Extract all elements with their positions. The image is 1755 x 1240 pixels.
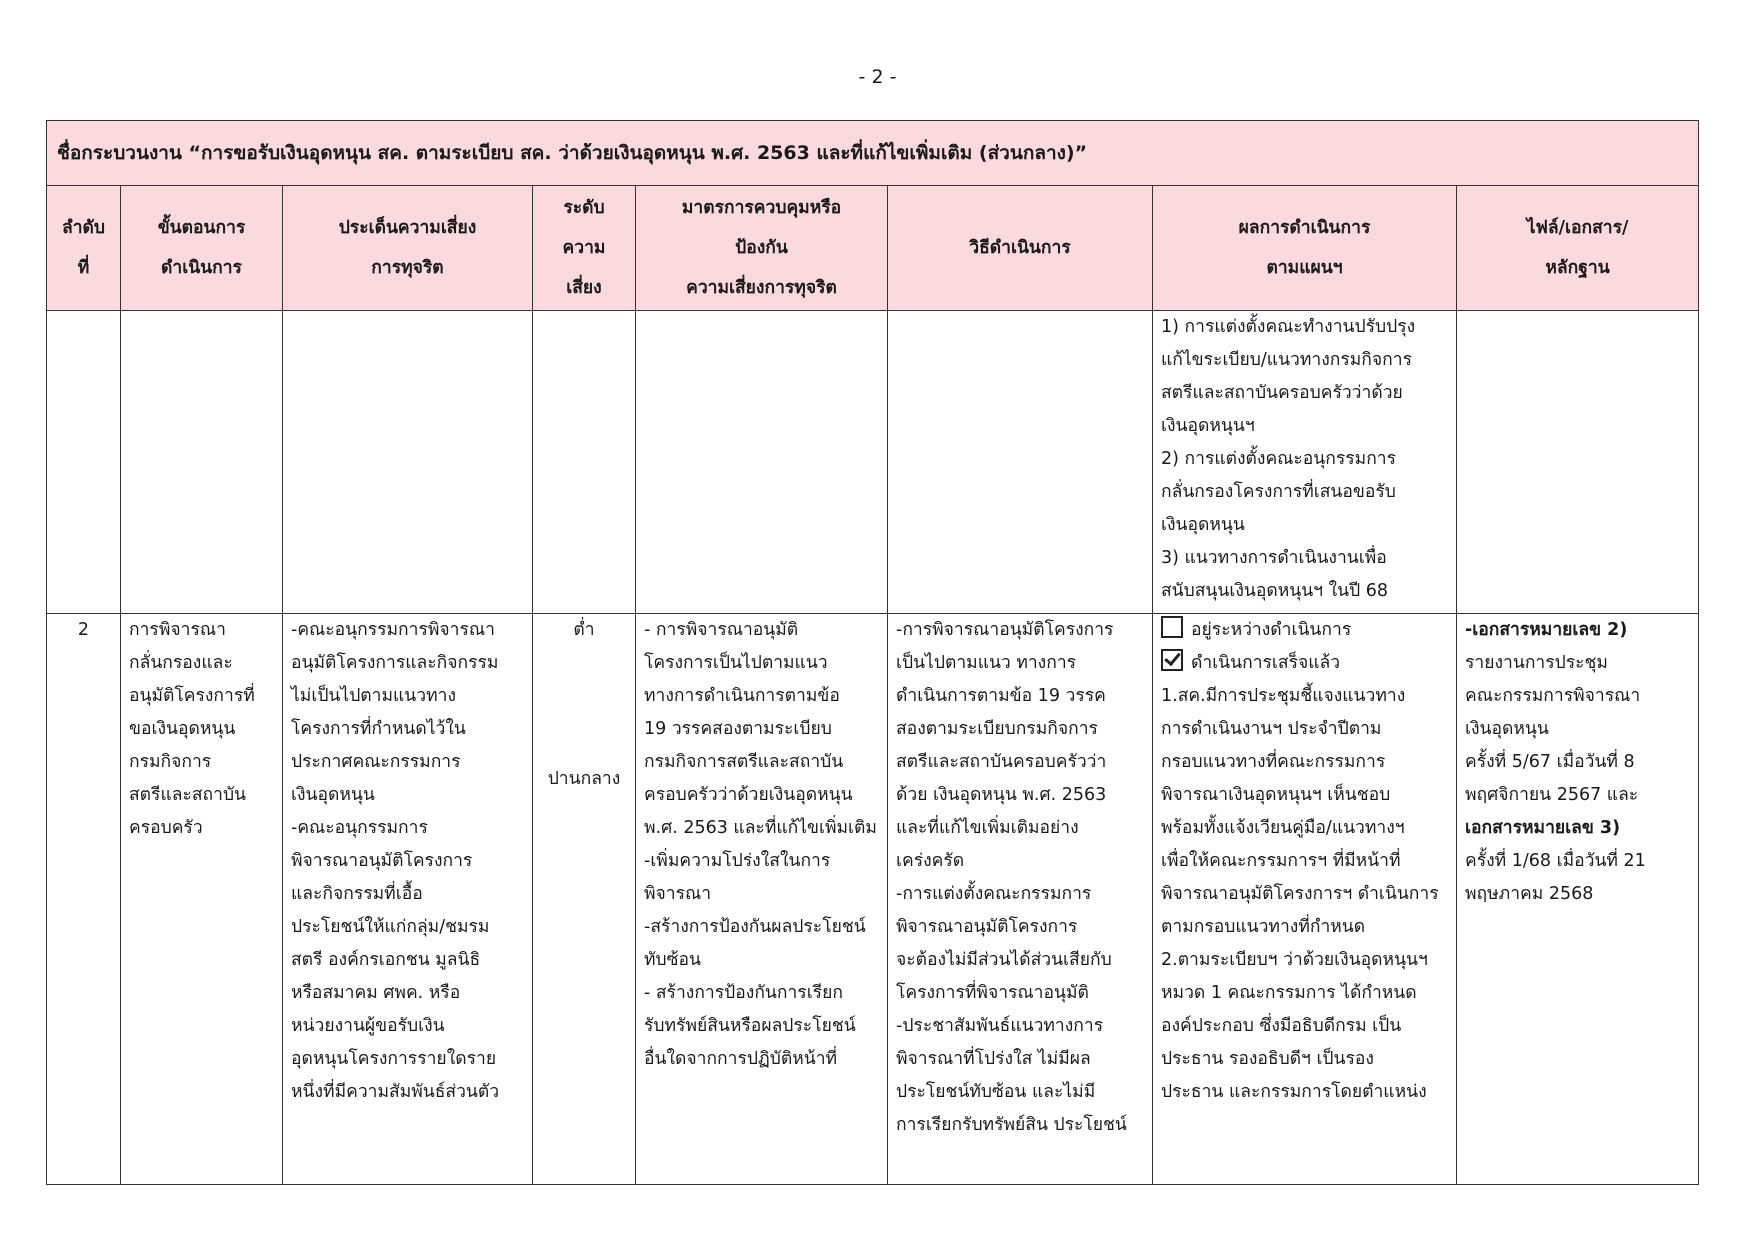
text-line: ประโยชน์ให้แก่กลุ่ม/ชมรม xyxy=(291,917,490,937)
text-line: ครอบครัวว่าด้วยเงินอุดหนุน xyxy=(644,785,853,805)
header-step xyxy=(121,186,283,311)
header-result xyxy=(1153,186,1457,311)
text-line: -การพิจารณาอนุมัติโครงการ xyxy=(896,620,1114,640)
text-line: ป้องกัน xyxy=(735,238,788,258)
text-line: หรือสมาคม ศพค. หรือ xyxy=(291,983,461,1003)
cont-result xyxy=(1153,311,1457,614)
text-line: เงินอุดหนุน xyxy=(1161,515,1245,535)
text-line: 2) การแต่งตั้งคณะอนุกรรมการ xyxy=(1161,449,1397,469)
text-line: อนุมัติโครงการและกิจกรรม xyxy=(291,653,499,673)
text-line: กรอบแนวทางที่คณะกรรมการ xyxy=(1161,752,1386,772)
text-line: หมวด 1 คณะกรรมการ ได้กำหนด xyxy=(1161,983,1417,1003)
text-line: กลั่นกรองโครงการที่เสนอขอรับ xyxy=(1161,482,1396,502)
text-line: พร้อมทั้งแจ้งเวียนคู่มือ/แนวทางฯ xyxy=(1161,818,1405,838)
text-line: และกิจกรรมที่เอื้อ xyxy=(291,884,423,904)
text-line: พิจารณา xyxy=(644,884,712,904)
evidence-line: พฤศจิกายน 2567 และ xyxy=(1465,785,1639,805)
text-line: พิจารณาอนุมัติโครงการฯ ดำเนินการ xyxy=(1161,884,1439,904)
checkbox-checked-icon xyxy=(1161,649,1183,671)
text-line: ไม่เป็นไปตามแนวทาง xyxy=(291,686,457,706)
text-line: เสี่ยง xyxy=(566,278,602,298)
text-line: รับทรัพย์สินหรือผลประโยชน์ xyxy=(644,1016,856,1036)
text-line: ทับซ้อน xyxy=(644,950,701,970)
row-level xyxy=(533,614,636,1185)
cont-step xyxy=(121,311,283,614)
text-line: เป็นไปตามแนว ทางการ xyxy=(896,653,1077,673)
text-line: ตามแผนฯ xyxy=(1266,258,1343,278)
row-result xyxy=(1153,614,1457,1185)
text-line: การเรียกรับทรัพย์สิน ประโยชน์ xyxy=(896,1115,1127,1135)
header-method xyxy=(888,186,1153,311)
text-line: เคร่งครัด xyxy=(896,851,965,871)
text-line: ไฟล์/เอกสาร/ xyxy=(1526,218,1629,238)
text-line: การพิจารณา xyxy=(129,620,226,640)
text-line: ครอบครัว xyxy=(129,818,203,838)
text-line: 2.ตามระเบียบฯ ว่าด้วยเงินอุดหนุนฯ xyxy=(1161,950,1428,970)
evidence-line: ครั้งที่ 5/67 เมื่อวันที่ 8 xyxy=(1465,752,1635,772)
text-line: 1.สค.มีการประชุมชี้แจงแนวทาง xyxy=(1161,686,1406,706)
row-step xyxy=(121,614,283,1185)
text-line: ขั้นตอนการ xyxy=(157,218,246,238)
text-line: ที่ xyxy=(77,258,90,278)
text-line: ลำดับ xyxy=(61,218,106,238)
text-line: มาตรการควบคุมหรือ xyxy=(681,198,842,218)
risk-level-medium: ปานกลาง xyxy=(547,769,621,789)
text-line: กรมกิจการ xyxy=(129,752,212,772)
row-risk xyxy=(283,614,533,1185)
evidence-line: พฤษภาคม 2568 xyxy=(1465,884,1594,904)
cont-measure xyxy=(636,311,888,614)
text-line: ประธาน รองอธิบดีฯ เป็นรอง xyxy=(1161,1049,1374,1069)
text-line: 1) การแต่งตั้งคณะทำงานปรับปรุง xyxy=(1161,317,1416,337)
text-line: โครงการที่กำหนดไว้ใน xyxy=(291,719,466,739)
text-line: ดำเนินการตามข้อ 19 วรรค xyxy=(896,686,1106,706)
text-line: หน่วยงานผู้ขอรับเงิน xyxy=(291,1016,445,1036)
text-line: พิจารณาที่โปร่งใส ไม่มีผล xyxy=(896,1049,1091,1069)
text-line: พิจารณาเงินอุดหนุนฯ เห็นชอบ xyxy=(1161,785,1391,805)
text-line: โครงการเป็นไปตามแนว xyxy=(644,653,828,673)
text-line: 19 วรรคสองตามระเบียบ xyxy=(644,719,832,739)
status-done-label: ดำเนินการเสร็จแล้ว xyxy=(1191,653,1341,673)
process-title: ชื่อกระบวนงาน “การขอรับเงินอุดหนุน สค. ตามระเบียบ สค. ว่าด้วยเงินอุดหนุน พ.ศ. 2563 และที่แก้ไขเพิ่มเติม (ส่วนกลาง)” xyxy=(47,121,1699,186)
risk-table xyxy=(46,120,1699,1185)
text-line: ทางการดำเนินการตามข้อ xyxy=(644,686,840,706)
text-line: องค์ประกอบ ซึ่งมีอธิบดีกรม เป็น xyxy=(1161,1016,1402,1036)
text-line: แก้ไขระเบียบ/แนวทางกรมกิจการ xyxy=(1161,350,1412,370)
cont-no xyxy=(47,311,121,614)
text-line: ประโยชน์ทับซ้อน และไม่มี xyxy=(896,1082,1096,1102)
header-no xyxy=(47,186,121,311)
text-line: สนับสนุนเงินอุดหนุนฯ ในปี 68 xyxy=(1161,581,1389,601)
row-method xyxy=(888,614,1153,1185)
text-line: และที่แก้ไขเพิ่มเติมอย่าง xyxy=(896,818,1079,838)
text-line: อุดหนุนโครงการรายใดราย xyxy=(291,1049,497,1069)
text-line: อนุมัติโครงการที่ xyxy=(129,686,255,706)
text-line: - สร้างการป้องกันการเรียก xyxy=(644,983,843,1003)
text-line: -ประชาสัมพันธ์แนวทางการ xyxy=(896,1016,1104,1036)
text-line: ความเสี่ยงการทุจริต xyxy=(686,278,837,298)
row-no: 2 xyxy=(47,614,121,1185)
evidence-line: คณะกรรมการพิจารณา xyxy=(1465,686,1641,706)
page-number: - 2 - xyxy=(858,66,897,88)
text-line: สตรี องค์กรเอกชน มูลนิธิ xyxy=(291,950,481,970)
text-line: วิธีดำเนินการ xyxy=(969,238,1071,258)
text-line: จะต้องไม่มีส่วนได้ส่วนเสียกับ xyxy=(896,950,1112,970)
text-line: -การแต่งตั้งคณะกรรมการ xyxy=(896,884,1092,904)
text-line: พิจารณาอนุมัติโครงการ xyxy=(291,851,473,871)
cont-level xyxy=(533,311,636,614)
evidence-line: -เอกสารหมายเลข 2) xyxy=(1465,620,1628,640)
status-pending-label: อยู่ระหว่างดำเนินการ xyxy=(1191,620,1352,640)
text-line: สตรีและสถาบัน xyxy=(129,785,247,805)
text-line: พิจารณาอนุมัติโครงการ xyxy=(896,917,1078,937)
text-line: -คณะอนุกรรมการ xyxy=(291,818,428,838)
checkbox-empty-icon xyxy=(1161,616,1183,638)
text-line: ตามกรอบแนวทางที่กำหนด xyxy=(1161,917,1366,937)
header-risk xyxy=(283,186,533,311)
row-evidence xyxy=(1457,614,1699,1185)
text-line: ผลการดำเนินการ xyxy=(1238,218,1371,238)
table-row xyxy=(47,614,1699,1185)
text-line: สตรีและสถาบันครอบครัวว่า xyxy=(896,752,1107,772)
row-measure xyxy=(636,614,888,1185)
cont-evidence xyxy=(1457,311,1699,614)
text-line: ประกาศคณะกรรมการ xyxy=(291,752,461,772)
cont-method xyxy=(888,311,1153,614)
status-pending xyxy=(1161,614,1448,647)
cont-risk xyxy=(283,311,533,614)
text-line: ด้วย เงินอุดหนุน พ.ศ. 2563 xyxy=(896,785,1107,805)
title-row xyxy=(47,121,1699,186)
text-line: โครงการที่พิจารณาอนุมัติ xyxy=(896,983,1089,1003)
header-measure xyxy=(636,186,888,311)
text-line: -คณะอนุกรรมการพิจารณา xyxy=(291,620,495,640)
text-line: พ.ศ. 2563 และที่แก้ไขเพิ่มเติม xyxy=(644,818,877,838)
text-line: ความ xyxy=(562,238,606,258)
text-line: - การพิจารณาอนุมัติ xyxy=(644,620,799,640)
status-done xyxy=(1161,647,1448,680)
text-line: ประธาน และกรรมการโดยตำแหน่ง xyxy=(1161,1082,1427,1102)
header-level xyxy=(533,186,636,311)
text-line: สตรีและสถาบันครอบครัวว่าด้วย xyxy=(1161,383,1403,403)
text-line: สองตามระเบียบกรมกิจการ xyxy=(896,719,1098,739)
text-line: กรมกิจการสตรีและสถาบัน xyxy=(644,752,844,772)
text-line: -สร้างการป้องกันผลประโยชน์ xyxy=(644,917,866,937)
text-line: เงินอุดหนุน xyxy=(291,785,375,805)
text-line: ประเด็นความเสี่ยง xyxy=(338,218,477,238)
text-line: เงินอุดหนุนฯ xyxy=(1161,416,1255,436)
text-line: อื่นใดจากการปฏิบัติหน้าที่ xyxy=(644,1049,838,1069)
evidence-line: เอกสารหมายเลข 3) xyxy=(1465,818,1621,838)
evidence-line: เงินอุดหนุน xyxy=(1465,719,1549,739)
evidence-line: ครั้งที่ 1/68 เมื่อวันที่ 21 xyxy=(1465,851,1646,871)
text-line: -เพิ่มความโปร่งใสในการ xyxy=(644,851,831,871)
text-line: ขอเงินอุดหนุน xyxy=(129,719,236,739)
text-line: ดำเนินการ xyxy=(161,258,242,278)
text-line: ระดับ xyxy=(563,198,605,218)
continued-row xyxy=(47,311,1699,614)
text-line: เพื่อให้คณะกรรมการฯ ที่มีหน้าที่ xyxy=(1161,851,1401,871)
text-line: การดำเนินงานฯ ประจำปีตาม xyxy=(1161,719,1382,739)
text-line: หลักฐาน xyxy=(1545,258,1610,278)
risk-level-low: ต่ำ xyxy=(573,620,595,640)
text-line: 3) แนวทางการดำเนินงานเพื่อ xyxy=(1161,548,1387,568)
text-line: กลั่นกรองและ xyxy=(129,653,233,673)
header-row xyxy=(47,186,1699,311)
evidence-line: รายงานการประชุม xyxy=(1465,653,1608,673)
header-evidence xyxy=(1457,186,1699,311)
result-text xyxy=(1161,680,1448,1109)
text-line: การทุจริต xyxy=(371,258,444,278)
text-line: หนึ่งที่มีความสัมพันธ์ส่วนตัว xyxy=(291,1082,500,1102)
